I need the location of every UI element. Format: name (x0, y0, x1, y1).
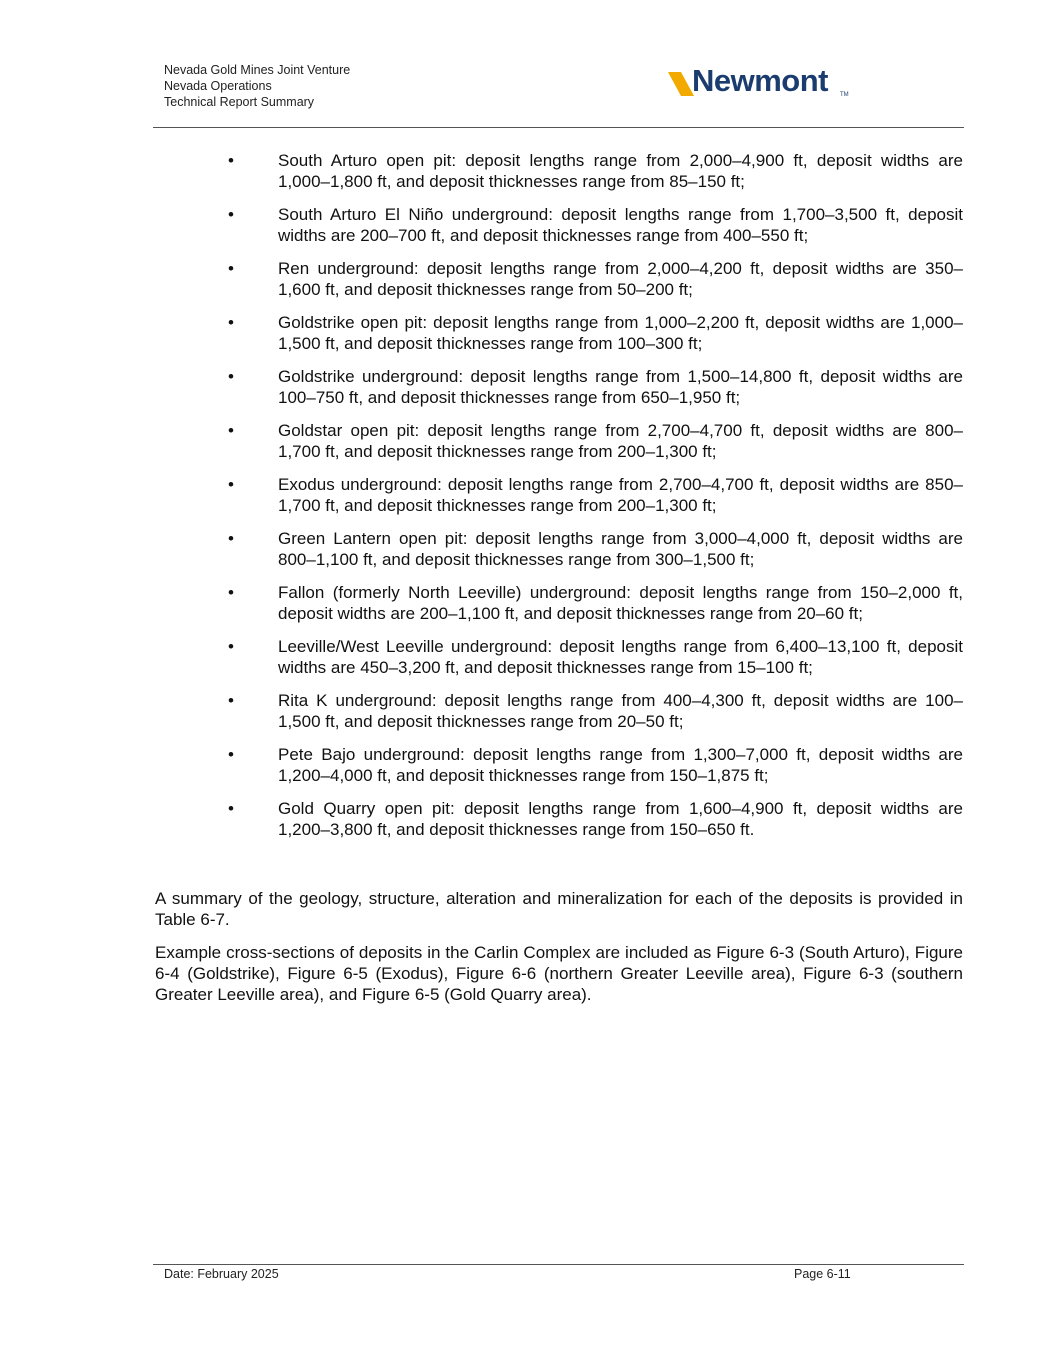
list-item (155, 528, 963, 570)
list-item-text: Goldstrike underground: deposit lengths range from 1,500–14,800 ft, deposit widths are 100–750 ft, and deposit thicknesses range from 650–1,950 ft; (278, 367, 963, 407)
header-line-operations: Nevada Operations (164, 79, 272, 93)
list-item (155, 636, 963, 678)
list-item-text: Ren underground: deposit lengths range from 2,000–4,200 ft, deposit widths are 350–1,600 ft, and deposit thicknesses range from 50–200 ft; (278, 259, 963, 299)
list-item (155, 420, 963, 462)
logo-trademark: TM (840, 92, 849, 98)
list-item-text: Rita K underground: deposit lengths range from 400–4,300 ft, deposit widths are 100–1,500 ft, and deposit thicknesses range from 20–50 ft; (278, 691, 963, 731)
bullet-icon: • (228, 367, 234, 386)
bullet-icon: • (228, 529, 234, 548)
footer-divider (153, 1264, 964, 1265)
list-item-text: Goldstrike open pit: deposit lengths range from 1,000–2,200 ft, deposit widths are 1,000–1,500 ft, and deposit thicknesses range from 100–300 ft; (278, 313, 963, 353)
newmont-logo (668, 63, 858, 106)
list-item-text: Exodus underground: deposit lengths range from 2,700–4,700 ft, deposit widths are 850–1,700 ft, and deposit thicknesses range from 200–1,300 ft; (278, 475, 963, 515)
list-item-text: Green Lantern open pit: deposit lengths range from 3,000–4,000 ft, deposit widths are 800–1,100 ft, and deposit thicknesses range from 300–1,500 ft; (278, 529, 963, 569)
document-header (164, 62, 350, 110)
list-item-text: Pete Bajo underground: deposit lengths range from 1,300–7,000 ft, deposit widths are 1,200–4,000 ft, and deposit thicknesses range from 150–1,875 ft; (278, 745, 963, 785)
list-item-text: Gold Quarry open pit: deposit lengths range from 1,600–4,900 ft, deposit widths are 1,200–3,800 ft, and deposit thicknesses range from 150–650 ft. (278, 799, 963, 839)
list-item-text: South Arturo El Niño underground: deposit lengths range from 1,700–3,500 ft, deposit widths are 200–700 ft, and deposit thicknesses range from 400–550 ft; (278, 205, 963, 245)
bullet-icon: • (228, 745, 234, 764)
bullet-icon: • (228, 313, 234, 332)
list-item (155, 744, 963, 786)
summary-paragraph: A summary of the geology, structure, alteration and mineralization for each of the deposits is provided in Table 6-7. (155, 889, 963, 929)
list-item-text: Fallon (formerly North Leeville) underground: deposit lengths range from 150–2,000 ft, deposit widths are 200–1,100 ft, and deposit thicknesses range from 20–60 ft; (278, 583, 963, 623)
bullet-icon: • (228, 151, 234, 170)
header-divider (153, 127, 964, 128)
bullet-icon: • (228, 691, 234, 710)
logo-wordmark: Newmont (692, 63, 828, 98)
bullet-icon: • (228, 259, 234, 278)
bullet-icon: • (228, 421, 234, 440)
bullet-icon: • (228, 799, 234, 818)
bullet-icon: • (228, 475, 234, 494)
list-item (155, 582, 963, 624)
newmont-chevron-icon (668, 68, 694, 98)
list-item (155, 690, 963, 732)
list-item-text: South Arturo open pit: deposit lengths range from 2,000–4,900 ft, deposit widths are 1,000–1,800 ft, and deposit thicknesses range from 85–150 ft; (278, 151, 963, 191)
list-item (155, 312, 963, 354)
list-item-text: Goldstar open pit: deposit lengths range from 2,700–4,700 ft, deposit widths are 800–1,700 ft, and deposit thicknesses range from 200–1,300 ft; (278, 421, 963, 461)
list-item (155, 150, 963, 192)
cross-sections-paragraph: Example cross-sections of deposits in the Carlin Complex are included as Figure 6-3 (South Arturo), Figure 6-4 (Goldstrike), Figure 6-5 (Exodus), Figure 6-6 (northern Greater Leeville area), Figure 6-3 (southern Greater Leeville area), and Figure 6-5 (Gold Quarry area). (155, 943, 963, 1004)
footer-page-number: Page 6-11 (794, 1267, 851, 1281)
list-item-text: Leeville/West Leeville underground: deposit lengths range from 6,400–13,100 ft, deposit widths are 450–3,200 ft, and deposit thicknesses range from 15–100 ft; (278, 637, 963, 677)
bullet-icon: • (228, 205, 234, 224)
footer-date: Date: February 2025 (164, 1267, 279, 1281)
list-item (155, 258, 963, 300)
list-item (155, 798, 963, 840)
header-line-report: Technical Report Summary (164, 95, 315, 109)
deposit-dimensions-list (155, 150, 963, 852)
list-item (155, 204, 963, 246)
list-item (155, 366, 963, 408)
header-line-company: Nevada Gold Mines Joint Venture (164, 63, 351, 77)
bullet-icon: • (228, 583, 234, 602)
bullet-icon: • (228, 637, 234, 656)
list-item (155, 474, 963, 516)
